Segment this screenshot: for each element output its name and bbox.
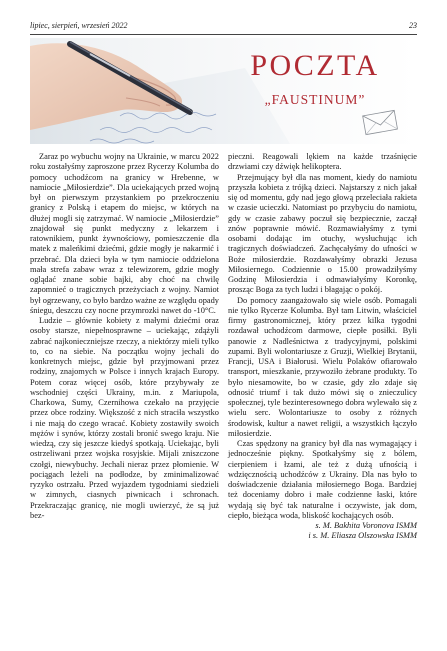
- paragraph: Zaraz po wybuchu wojny na Ukrainie, w marcu 2022 roku zostałyśmy zaproszone przez Rycerzy Kolumba do pomocy uchodźcom na granicy w Hrebenne, w namiocie „Miłosierdzie”. Dla uciekających przed wojną był on pierwszym przystankiem po przekroczeniu granicy z Polską i etapem do miejsc, w których na dłużej mogli się zatrzymać. W namiocie „Miłosierdzie” znajdował się punkt medyczny z lekarzem i ratownikiem, punkt żywnościowy, pomieszczenie dla matek z maleńkimi dziećmi, gdzie mogły je nakarmić i przebrać. Dla dzieci była w tym namiocie oddzielona mała strefa zabaw wraz z telewizorem, gdzie mogły oglądać znane sobie bajki, aby choć na chwilę zapomnieć o tragicznych przeżyciach z wojny. Namiot był ogrzewany, co było bardzo ważne ze względu opady śniegu, deszczu czy nocne przymrozki nawet do -10°C.: [30, 152, 219, 315]
- article-column-right: [228, 152, 417, 542]
- issue-date: lipiec, sierpień, wrzesień 2022: [30, 21, 128, 30]
- running-header: [30, 21, 417, 33]
- article-body: [30, 152, 417, 622]
- section-subtitle: „FAUSTINUM”: [264, 92, 366, 107]
- page-number: 23: [409, 21, 417, 30]
- section-title: POCZTA: [250, 49, 380, 82]
- paragraph: Ludzie – głównie kobiety z małymi dziećmi oraz osoby starsze, niepełnosprawne – uciekając, zdążyli zabrać najkonieczniejsze rzeczy, a niektórzy mieli tylko to, co na siebie. Na początku wojny jechali do konkretnych miejsc, gdzie był przyjmowani przez rodziny, znajomych w Polsce i innych krajach Europy. Potem coraz więcej osób, które przybywały ze wschodniej części Ukrainy, m.in. z Mariupola, Charkowa, Sumy, Czernihowa czekało na przyjęcie przez obce rodziny. Większość z nich straciła wszystko i nie mają do czego wracać. Kobiety zostawiły swoich mężów i synów, którzy zostali bronić swego kraju. Nie wiedzą, czy się jeszcze kiedyś spotkają. Uciekając, byli ostrzeliwani przez wojska rosyjskie. Mijali zniszczone czołgi, niewybuchy. Jechali nieraz przez płomienie. W pociągach leżeli na podłodze, by zminimalizować ryzyko ostrzału. Przed wyjazdem tygodniami siedzieli w zimnych, ciasnych piwnicach i schronach. Przekraczając granicę, nie mogli uwierzyć, że są już bez-: [30, 316, 219, 520]
- header-rule: [30, 34, 417, 35]
- paragraph: Czas spędzony na granicy był dla nas wymagający i jednocześnie piękny. Spotkałyśmy się z bólem, cierpieniem i łzami, ale też z dużą ufnością i wdzięcznością uchodźców z Ukrainy. Dla nas było to doświadczenie działania miłosiernego Boga. Bardziej też doceniamy dobro i małe codzienne łaski, które wydają się być tak naturalne i oczywiste, jak dom, ciepło, bieżąca woda, bliskość kochających osób.: [228, 439, 417, 520]
- paragraph: Przejmujący był dla nas moment, kiedy do namiotu przyszła kobieta z trójką dzieci. Najstarszy z nich jakał się od momentu, gdy nad jego głową przeleciała rakieta w czasie ucieczki. Natomiast po przybyciu do namiotu, gdy w czasie zabawy poczuł się bezpiecznie, zaczął znów poprawnie mówić. Rozmawiałyśmy z tymi osobami dodając im otuchy, wysłuchując ich tragicznych doświadczeń. Zachęcałyśmy do ufności w Boże miłosierdzie. Rozdawałyśmy obrazki Jezusa Miłosiernego. Codziennie o 15.00 prowadziłyśmy Godzinę Miłosierdzia i odmawiałyśmy Koronkę, prosząc Boga za tych ludzi i błagając o pokój.: [228, 172, 417, 295]
- envelope-icon: [360, 108, 400, 136]
- paragraph: Do pomocy zaangażowało się wiele osób. Pomagali nie tylko Rycerze Kolumba. Był tam Litwin, właściciel firmy gastronomicznej, który przez kilka tygodni rozdawał uchodźcom darmowe, ciepłe posiłki. Byli panowie z Nadleśnictwa z tradycyjnymi, polskimi zupami. Byli wolontariusze z Gruzji, Wielkiej Brytanii, Francji, USA i Białorusi. Wielu Polaków ofiarowało transport, mieszkanie, przywoziło żebrane produkty. To było niesamowite, bo w czasie, gdy zło zdaje się odnosić triumf i tak dużo mówi się o znieczulicy społecznej, tyle bezinteresownego dobra wylewało się z wielu serc. Wolontariusze to osoby z różnych środowisk, kultur a nawet religii, a wszystkich łączyło miłosierdzie.: [228, 295, 417, 438]
- paragraph: pieczni. Reagowali lękiem na każde trzaśnięcie drzwiami czy dźwięk helikoptera.: [228, 152, 417, 172]
- author-signature: s. M. Bakhita Voronova ISMM: [315, 521, 417, 530]
- author-signature: i s. M. Eliasza Olszowska ISMM: [308, 531, 417, 541]
- article-column-left: [30, 152, 219, 521]
